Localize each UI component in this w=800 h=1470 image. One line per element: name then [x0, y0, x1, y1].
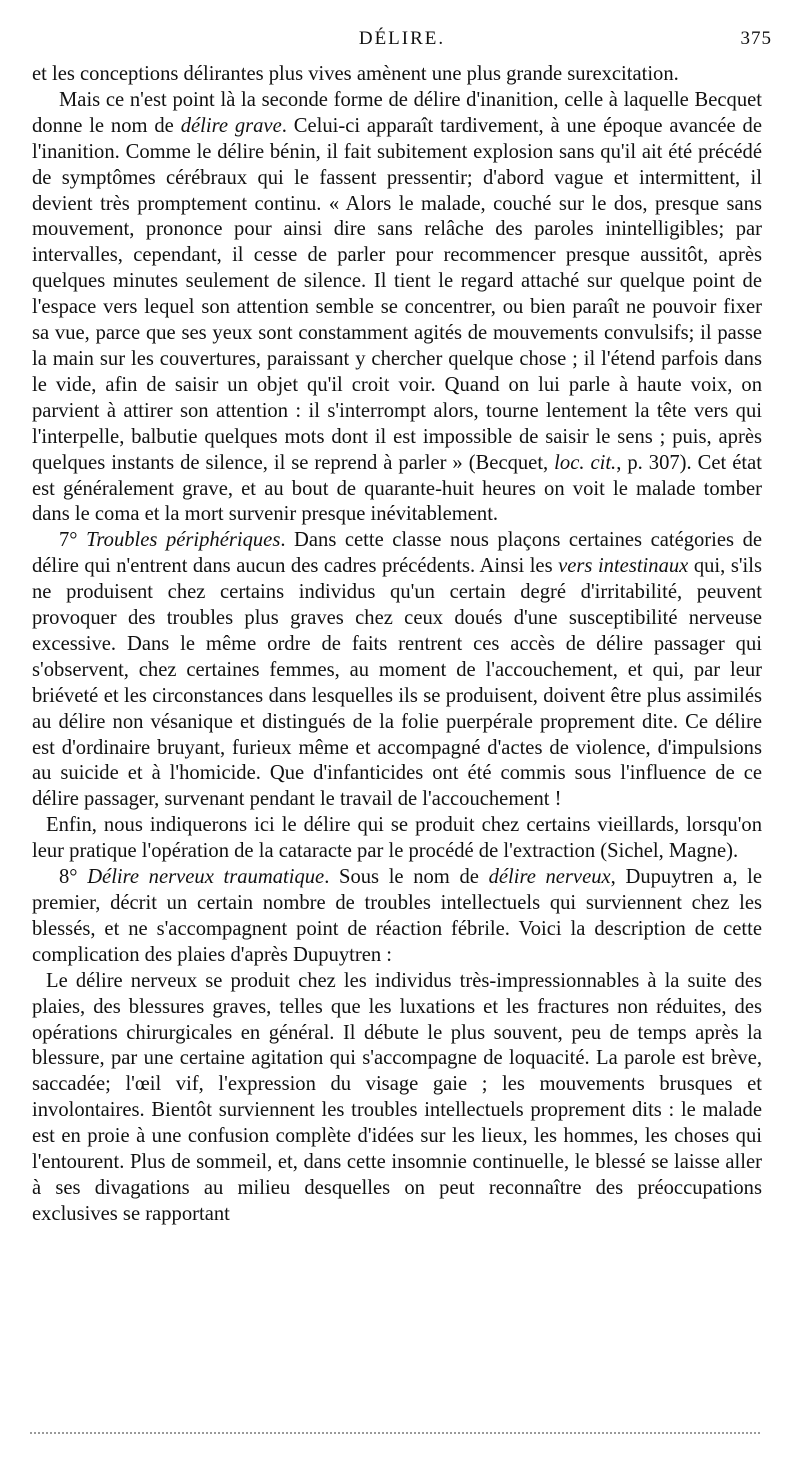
text-run: Enfin, nous indiquerons ici le délire qui se produit chez certains vieillards, lorsqu'on leur pratique l'opération de la cataracte par le procédé de l'extraction (Sichel, Magne).	[32, 814, 762, 863]
italic-text: loc. cit.	[554, 451, 617, 474]
italic-text: Délire nerveux traumatique	[87, 866, 325, 889]
footer-dotted-rule	[30, 1432, 760, 1434]
text-run: , Dupuytren a, le premier, décrit un certain nombre de troubles intellectuels qui surviennent chez les blessés, et ne s'accompagnent point de réaction fébrile. Voici la description de cette complication des plaies d'après Dupuytren :	[32, 866, 762, 966]
text-run: . Sous le nom de	[324, 866, 489, 889]
running-header	[32, 28, 772, 58]
paragraph-troubles-peripheriques	[32, 528, 762, 813]
body-text	[32, 62, 762, 1228]
paragraph-description-dupuytren	[32, 969, 762, 1228]
paragraph-cataracte	[32, 813, 762, 865]
italic-text: vers intestinaux	[558, 555, 689, 578]
italic-text: Troubles périphériques	[86, 529, 281, 552]
paragraph-delire-grave	[32, 88, 762, 528]
text-run: et les conceptions délirantes plus vives amènent une plus grande surexcitation.	[32, 63, 679, 85]
paragraph-delire-nerveux-traumatique	[32, 865, 762, 969]
text-run: qui, s'ils ne produisent chez certains individus qu'un certain degré d'irritabilité, peuvent provoquer des troubles plus graves chez ceux doués d'une susceptibilité nerveuse excessive. Dans le même ordre de faits rentrent ces accès de délire passager qui s'observent, chez certaines femmes, au moment de l'accouchement, et qui, par leur briéveté et les circonstances dans lesquelles ils se produisent, doivent être plus assimilés au délire non vésanique et distingués de la folie puerpérale proprement dite. Ce délire est d'ordinaire bruyant, furieux même et accompagné d'actes de violence, d'impulsions au suicide et à l'homicide. Que d'infanticides ont été commis sous l'influence de ce délire passager, survenant pendant le travail de l'accouchement !	[32, 555, 762, 811]
page-number: 375	[740, 28, 772, 49]
text-run: , p. 307). Cet état est généralement grave, et au bout de quarante-huit heures on voit le malade tomber dans le coma et la mort survenir presque inévitablement.	[32, 451, 762, 526]
text-run: Le délire nerveux se produit chez les individus très-impressionnables à la suite des plaies, des blessures graves, telles que les luxations et les fractures non réduites, des opérations chirurgicales en général. Il débute le plus souvent, peu de temps après la blessure, par une certaine agitation qui s'accompagne de loquacité. La parole est brève, saccadée; l'œil vif, l'expression du visage gaie ; les mouvements brusques et involontaires. Bientôt surviennent les troubles intellectuels proprement dits : le malade est en proie à une confusion complète d'idées sur les lieux, les hommes, les choses qui l'entourent. Plus de sommeil, et, dans cette insomnie continuelle, le blessé se laisse aller à ses divagations au milieu desquelles on peut reconnaître des préoccupations exclusives se rapportant	[32, 969, 762, 1225]
italic-text: délire nerveux	[488, 866, 611, 889]
text-run: . Celui-ci apparaît tardivement, à une époque avancée de l'inanition. Comme le délire bénin, il fait subitement explosion sans qu'il ait été précédé de symptômes cérébraux qui le fassent pressentir; d'abord vague et intermittent, il devient très promptement continu. « Alors le malade, couché sur le dos, presque sans mouvement, prononce pour ainsi dire sans relâche des paroles inintelligibles; par intervalles, cependant, il cesse de parler pour recommencer presque aussitôt, après quelques minutes seulement de silence. Il tient le regard attaché sur quelque point de l'espace vers lequel son attention semble se concentrer, ou bien paraît ne pouvoir fixer sa vue, parce que ses yeux sont constamment agités de mouvements convulsifs; il passe la main sur les couvertures, paraissant y chercher quelque chose ; il l'étend parfois dans le vide, afin de saisir un objet qu'il croit voir. Quand on lui parle à haute voix, on parvient à attirer son attention : il s'interrompt alors, tourne lentement la tête vers qui l'interpelle, balbutie quelques mots dont il est impossible de saisir le sens ; puis, après quelques instants de silence, il se reprend à parler » (Becquet,	[32, 114, 762, 474]
text-run: 8°	[59, 866, 88, 889]
running-title: DÉLIRE.	[358, 28, 446, 49]
paragraph-continuation	[32, 62, 762, 88]
text-run: 7°	[59, 529, 87, 552]
text-run: Mais ce n'est point là la seconde forme de délire d'inanition, celle à laquelle Becquet donne le nom de	[32, 88, 762, 137]
italic-text: délire grave	[180, 114, 282, 137]
text-run: . Dans cette classe nous plaçons certaines catégories de délire qui n'entrent dans aucun des cadres précédents. Ainsi les	[32, 529, 763, 578]
